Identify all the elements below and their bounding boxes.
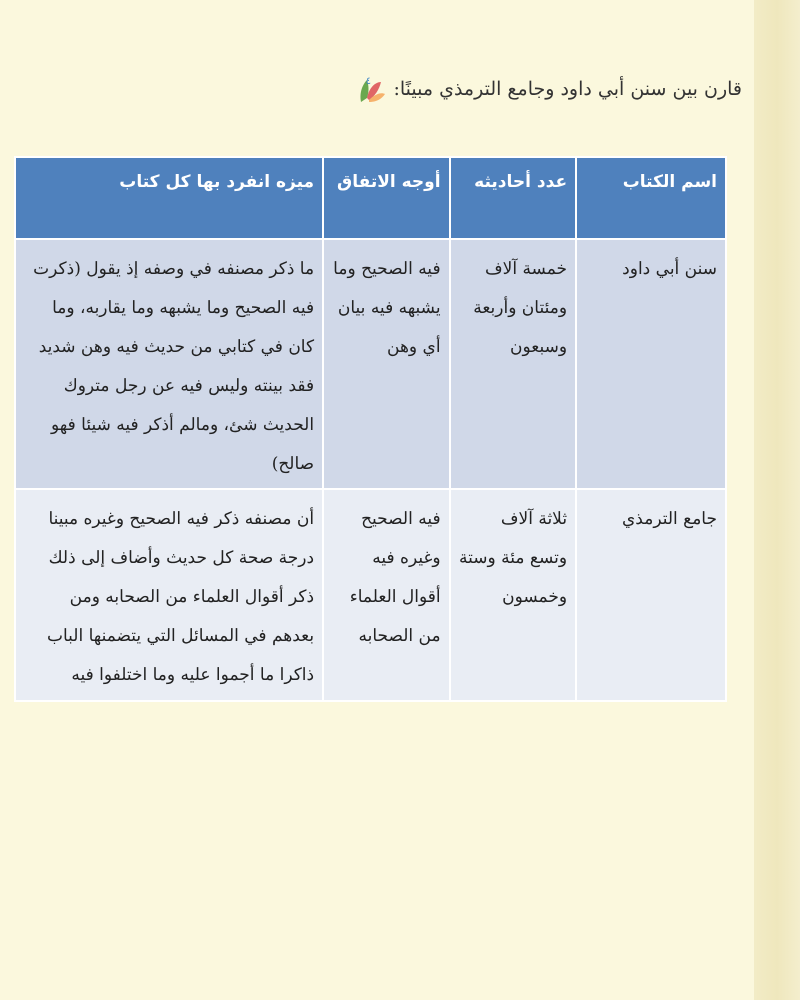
table-row bbox=[15, 489, 726, 701]
flower-number-icon bbox=[357, 72, 387, 106]
cell-book-name: سنن أبي داود bbox=[576, 239, 726, 489]
cell-hadith-count: خمسة آلاف ومئتان وأربعة وسبعون bbox=[450, 239, 576, 489]
cell-agreement: فيه الصحيح وغيره فيه أقوال العلماء من الصحابه bbox=[323, 489, 449, 701]
cell-book-name: جامع الترمذي bbox=[576, 489, 726, 701]
header-hadith-count: عدد أحاديثه bbox=[450, 157, 576, 239]
header-agreement: أوجه الاتفاق bbox=[323, 157, 449, 239]
cell-hadith-count: ثلاثة آلاف وتسع مئة وستة وخمسون bbox=[450, 489, 576, 701]
header-unique-feature: ميزه انفرد بها كل كتاب bbox=[15, 157, 323, 239]
cell-agreement: فيه الصحيح وما يشبهه فيه بيان أي وهن bbox=[323, 239, 449, 489]
header-book-name: اسم الكتاب bbox=[576, 157, 726, 239]
table-row bbox=[15, 239, 726, 489]
cell-unique-feature: أن مصنفه ذكر فيه الصحيح وغيره مبينا درجة صحة كل حديث وأضاف إلى ذلك ذكر أقوال العلماء من الصحابه ومن بعدهم في المسائل التي يتضمنها الباب ذاكرا ما أجموا عليه وما اختلفوا فيه bbox=[15, 489, 323, 701]
comparison-table bbox=[14, 156, 727, 702]
svg-text:٤: ٤ bbox=[366, 76, 372, 87]
cell-unique-feature: ما ذكر مصنفه في وصفه إذ يقول (ذكرت فيه الصحيح وما يشبهه وما يقاربه، وما كان في كتابي من حديث فيه وهن شديد فقد بينته وليس فيه عن رجل متروك الحديث شئ، ومالم أذكر فيه شيئا فهو صالح) bbox=[15, 239, 323, 489]
question-text: قارن بين سنن أبي داود وجامع الترمذي مبينًا: bbox=[393, 78, 742, 100]
question-heading bbox=[357, 72, 742, 106]
page-edge-strip bbox=[754, 0, 800, 1000]
table-header-row bbox=[15, 157, 726, 239]
